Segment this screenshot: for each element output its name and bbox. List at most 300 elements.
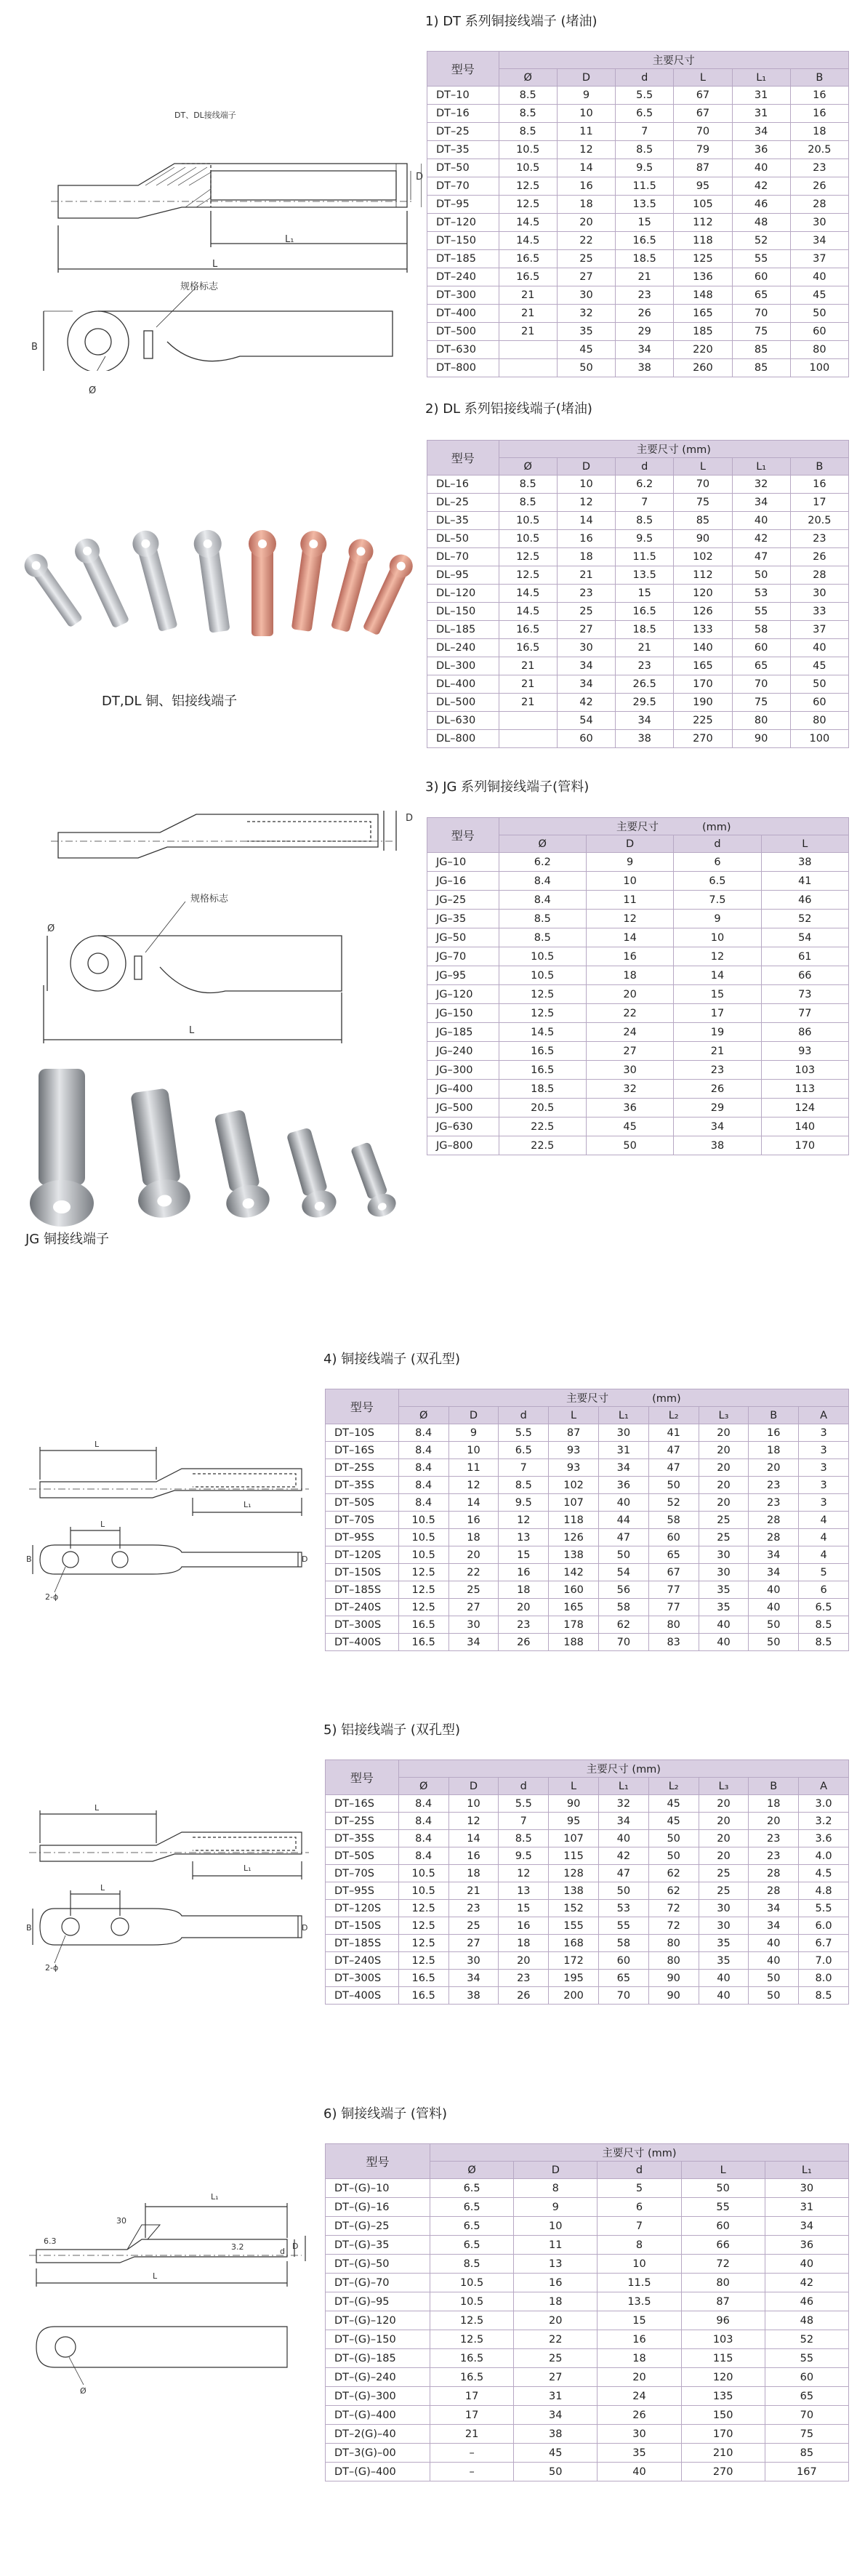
value-cell: 12.5 (499, 196, 557, 214)
value-cell: 10 (557, 476, 615, 494)
model-cell: DT–400 (427, 305, 499, 323)
value-cell: 42 (732, 177, 790, 196)
value-cell: 58 (648, 1512, 699, 1529)
table-row (326, 1512, 849, 1529)
value-cell: 26 (598, 2406, 681, 2425)
value-cell: 79 (674, 141, 732, 159)
model-cell: DT–500 (427, 323, 499, 341)
column-header: d (674, 835, 761, 853)
table-row (326, 1564, 849, 1581)
value-cell: 55 (765, 2349, 848, 2368)
value-cell: 10 (586, 872, 673, 891)
value-cell: 160 (549, 1581, 599, 1599)
column-header: D (448, 1407, 499, 1424)
jg-dim-l-label: L (189, 1025, 195, 1036)
value-cell: 10 (557, 105, 615, 123)
table-row (326, 2387, 849, 2406)
value-cell: 15 (616, 585, 674, 603)
value-cell: 50 (790, 305, 848, 323)
value-cell: 115 (681, 2349, 765, 2368)
value-cell: 12.5 (430, 2330, 514, 2349)
column-header: L (549, 1778, 599, 1795)
dt-copper-double-hole-table (325, 1389, 849, 1651)
value-cell: 16 (514, 2274, 598, 2292)
value-cell: 8.5 (430, 2255, 514, 2274)
column-header: Ø (430, 2162, 514, 2179)
value-cell: 40 (699, 1970, 749, 1987)
section-2-title: 2) DL 系列铝接线端子(堵油) (425, 401, 592, 417)
value-cell: 18 (499, 1581, 549, 1599)
column-header: B (790, 69, 848, 87)
value-cell: 8.4 (398, 1477, 448, 1494)
value-cell: 42 (557, 694, 615, 712)
value-cell: 124 (761, 1099, 848, 1118)
value-cell: 14 (674, 966, 761, 985)
value-cell: 23 (790, 159, 848, 177)
value-cell: 16 (586, 947, 673, 966)
model-cell: JG–70 (427, 947, 499, 966)
value-cell: 60 (732, 268, 790, 286)
column-header: A (799, 1778, 849, 1795)
table-row (326, 2406, 849, 2425)
value-cell: 54 (761, 928, 848, 947)
table-row (326, 1847, 849, 1865)
value-cell: 9 (514, 2198, 598, 2217)
value-cell: 17 (790, 494, 848, 512)
value-cell: 50 (514, 2463, 598, 2481)
value-cell: 55 (732, 603, 790, 621)
value-cell: 11 (557, 123, 615, 141)
value-cell: 27 (514, 2368, 598, 2387)
value-cell: 21 (430, 2425, 514, 2444)
column-header: Ø (398, 1407, 448, 1424)
column-header: L₁ (732, 69, 790, 87)
table-row (427, 323, 849, 341)
value-cell: 30 (448, 1616, 499, 1634)
value-cell: 40 (790, 639, 848, 657)
value-cell: 35 (699, 1599, 749, 1616)
value-cell: 50 (648, 1830, 699, 1847)
table-row (427, 476, 849, 494)
model-cell: DT–95S (326, 1882, 399, 1900)
value-cell: 115 (549, 1847, 599, 1865)
tube-dim-d-label: d (280, 2247, 285, 2256)
column-header: A (799, 1407, 849, 1424)
value-cell: 65 (648, 1546, 699, 1564)
main-dimensions-label: 主要尺寸 (566, 1393, 609, 1405)
table-row (427, 177, 849, 196)
value-cell: 47 (648, 1442, 699, 1459)
model-cell: DT–(G)–50 (326, 2255, 430, 2274)
value-cell: 34 (732, 494, 790, 512)
value-cell: 45 (790, 657, 848, 675)
table-row (326, 1952, 849, 1970)
table-row (427, 730, 849, 748)
value-cell: 42 (598, 1847, 648, 1865)
value-cell: 38 (448, 1987, 499, 2005)
table-row (326, 2463, 849, 2481)
model-cell: DT–120 (427, 214, 499, 232)
value-cell: 112 (674, 214, 732, 232)
value-cell: 12 (674, 947, 761, 966)
value-cell: 53 (598, 1900, 648, 1917)
model-cell: DT–630 (427, 341, 499, 359)
table-row (427, 947, 849, 966)
model-cell: DT–185 (427, 250, 499, 268)
column-header: Ø (398, 1778, 448, 1795)
model-cell: DT–(G)–185 (326, 2349, 430, 2368)
table-row (326, 2349, 849, 2368)
value-cell: – (430, 2444, 514, 2463)
model-cell: DT–240S (326, 1599, 399, 1616)
value-cell: 3.6 (799, 1830, 849, 1847)
value-cell: 16.5 (398, 1987, 448, 2005)
value-cell: 138 (549, 1546, 599, 1564)
value-cell: 30 (699, 1917, 749, 1935)
value-cell: 16.5 (616, 603, 674, 621)
value-cell: 28 (749, 1529, 799, 1546)
value-cell: 95 (549, 1813, 599, 1830)
value-cell: 21 (448, 1882, 499, 1900)
model-cell: JG–95 (427, 966, 499, 985)
value-cell: 34 (616, 712, 674, 730)
value-cell: 9.5 (616, 159, 674, 177)
value-cell: 8.5 (499, 476, 557, 494)
model-cell: DT–70 (427, 177, 499, 196)
value-cell: 85 (732, 341, 790, 359)
value-cell: 47 (598, 1865, 648, 1882)
value-cell: 16.5 (499, 1061, 586, 1080)
value-cell: 20 (598, 2368, 681, 2387)
value-cell: 54 (598, 1564, 648, 1581)
value-cell: 8.5 (499, 105, 557, 123)
value-cell: 58 (732, 621, 790, 639)
value-cell: 16.5 (398, 1970, 448, 1987)
value-cell: 20 (699, 1424, 749, 1442)
value-cell: 47 (648, 1459, 699, 1477)
value-cell: 28 (749, 1512, 799, 1529)
model-cell: JG–16 (427, 872, 499, 891)
value-cell: 60 (765, 2368, 848, 2387)
value-cell: 23 (749, 1830, 799, 1847)
value-cell: 66 (761, 966, 848, 985)
table-row (427, 694, 849, 712)
value-cell: 30 (790, 214, 848, 232)
value-cell: 7 (499, 1459, 549, 1477)
table-row (427, 268, 849, 286)
value-cell: 142 (549, 1564, 599, 1581)
value-cell: 23 (749, 1847, 799, 1865)
value-cell: 16 (448, 1512, 499, 1529)
value-cell: 8.4 (398, 1494, 448, 1512)
value-cell: 7.5 (674, 891, 761, 910)
value-cell: 36 (732, 141, 790, 159)
value-cell: 167 (765, 2463, 848, 2481)
table-row (326, 1442, 849, 1459)
table-row (427, 1118, 849, 1136)
dh-al-dim-l1-label: L₁ (244, 1863, 252, 1873)
value-cell: 61 (761, 947, 848, 966)
value-cell: 126 (674, 603, 732, 621)
column-header: D (586, 835, 673, 853)
table-row (326, 2311, 849, 2330)
value-cell: 16 (557, 530, 615, 548)
model-cell: DT–25 (427, 123, 499, 141)
dh-cu-two-phi-label: 2-ϕ (45, 1592, 59, 1602)
value-cell: 128 (549, 1865, 599, 1882)
table-row (326, 2444, 849, 2463)
value-cell: 16.5 (398, 1616, 448, 1634)
table-row (326, 2330, 849, 2349)
value-cell: 28 (749, 1882, 799, 1900)
model-cell: DT–25S (326, 1459, 399, 1477)
value-cell: 6.5 (430, 2179, 514, 2198)
value-cell: 24 (598, 2387, 681, 2406)
table-row (427, 141, 849, 159)
table-row (326, 2425, 849, 2444)
value-cell: 21 (674, 1042, 761, 1061)
value-cell: 20 (586, 985, 673, 1004)
value-cell: 21 (499, 694, 557, 712)
value-cell: 87 (674, 159, 732, 177)
value-cell: 14 (448, 1830, 499, 1847)
column-header: L₃ (699, 1778, 749, 1795)
value-cell: 16 (790, 87, 848, 105)
value-cell: 23 (448, 1900, 499, 1917)
value-cell: 4.8 (799, 1882, 849, 1900)
dim-b-label: B (31, 342, 38, 353)
value-cell: 26 (499, 1987, 549, 2005)
value-cell: 10.5 (499, 141, 557, 159)
jg-lugs-photo (22, 1062, 400, 1236)
value-cell: 60 (790, 694, 848, 712)
value-cell: 26 (674, 1080, 761, 1099)
value-cell: 14 (586, 928, 673, 947)
value-cell: 8.5 (799, 1616, 849, 1634)
value-cell: 8.5 (616, 141, 674, 159)
value-cell: 112 (674, 566, 732, 585)
table-row (326, 1529, 849, 1546)
model-cell: DT–400S (326, 1634, 399, 1651)
value-cell: 16.5 (430, 2368, 514, 2387)
column-header: L₁ (732, 458, 790, 476)
table-row (427, 159, 849, 177)
value-cell: 5.5 (616, 87, 674, 105)
value-cell: 165 (674, 657, 732, 675)
dh-cu-dim-l-label: L (94, 1440, 100, 1449)
value-cell: 3 (799, 1442, 849, 1459)
model-cell: DL–35 (427, 512, 499, 530)
value-cell: 15 (499, 1900, 549, 1917)
value-cell: 22 (586, 1004, 673, 1023)
value-cell: 120 (674, 585, 732, 603)
value-cell: 35 (699, 1581, 749, 1599)
value-cell: 152 (549, 1900, 599, 1917)
table-row (427, 232, 849, 250)
value-cell: 75 (732, 694, 790, 712)
value-cell: 8.4 (398, 1813, 448, 1830)
model-cell: DT–(G)–120 (326, 2311, 430, 2330)
value-cell: 16 (749, 1424, 799, 1442)
value-cell: 48 (765, 2311, 848, 2330)
value-cell: 7.0 (799, 1952, 849, 1970)
tube-dim-phi-label: Ø (80, 2386, 86, 2396)
value-cell: 25 (699, 1512, 749, 1529)
model-cell: DT–(G)–25 (326, 2217, 430, 2236)
value-cell: 77 (648, 1599, 699, 1616)
value-cell: 6.5 (430, 2236, 514, 2255)
table-row (427, 657, 849, 675)
model-cell: DL–500 (427, 694, 499, 712)
table-row (326, 1795, 849, 1813)
value-cell: 8.4 (398, 1424, 448, 1442)
dt-dl-lug-drawing (29, 95, 422, 371)
value-cell: 155 (549, 1917, 599, 1935)
model-cell: DL–25 (427, 494, 499, 512)
value-cell: 14 (448, 1494, 499, 1512)
value-cell: 28 (790, 566, 848, 585)
value-cell: 8.0 (799, 1970, 849, 1987)
model-cell: DT–300S (326, 1616, 399, 1634)
value-cell: 30 (586, 1061, 673, 1080)
spec-mark-label: 规格标志 (180, 281, 219, 292)
value-cell: 12 (448, 1813, 499, 1830)
value-cell: 32 (586, 1080, 673, 1099)
model-cell: JG–50 (427, 928, 499, 947)
column-header: L₁ (598, 1778, 648, 1795)
value-cell: 53 (732, 585, 790, 603)
value-cell: 6.5 (430, 2217, 514, 2236)
model-cell: DT–16 (427, 105, 499, 123)
value-cell: 14.5 (499, 1023, 586, 1042)
dim-d-label: D (416, 172, 424, 182)
value-cell: 18 (499, 1935, 549, 1952)
value-cell: 16 (557, 177, 615, 196)
table-row (326, 2198, 849, 2217)
value-cell: 45 (586, 1118, 673, 1136)
column-header: L (549, 1407, 599, 1424)
value-cell: 7 (616, 494, 674, 512)
value-cell: 40 (699, 1616, 749, 1634)
value-cell: 28 (749, 1865, 799, 1882)
value-cell: 36 (586, 1099, 673, 1118)
value-cell: 13.5 (616, 566, 674, 585)
model-cell: DT–95S (326, 1529, 399, 1546)
value-cell: 8.4 (398, 1442, 448, 1459)
tube-dim-d-big-label: D (292, 2242, 299, 2251)
value-cell: 3 (799, 1494, 849, 1512)
value-cell: 65 (598, 1970, 648, 1987)
table-row (427, 621, 849, 639)
column-header: B (749, 1407, 799, 1424)
model-header: 型号 (326, 2144, 430, 2179)
value-cell: 8.5 (499, 1830, 549, 1847)
value-cell: 270 (674, 730, 732, 748)
model-header: 型号 (427, 52, 499, 87)
table-row (427, 123, 849, 141)
value-cell: 10.5 (499, 530, 557, 548)
value-cell: 18 (557, 548, 615, 566)
value-cell: 67 (674, 87, 732, 105)
value-cell: 62 (648, 1882, 699, 1900)
column-header: d (499, 1778, 549, 1795)
value-cell: 62 (598, 1616, 648, 1634)
value-cell: 140 (761, 1118, 848, 1136)
value-cell: 55 (732, 250, 790, 268)
value-cell: 10 (674, 928, 761, 947)
model-header: 型号 (326, 1760, 399, 1795)
jg-lug-drawing (29, 789, 425, 1051)
value-cell: 165 (674, 305, 732, 323)
value-cell: 18 (598, 2349, 681, 2368)
table-row (326, 1917, 849, 1935)
model-cell: DT–10 (427, 87, 499, 105)
value-cell: 18 (514, 2292, 598, 2311)
value-cell: 120 (681, 2368, 765, 2387)
value-cell: 34 (598, 1459, 648, 1477)
column-header: L₁ (598, 1407, 648, 1424)
value-cell: 4.0 (799, 1847, 849, 1865)
value-cell: 105 (674, 196, 732, 214)
value-cell: 12.5 (499, 985, 586, 1004)
value-cell: 42 (765, 2274, 848, 2292)
value-cell: 118 (674, 232, 732, 250)
value-cell: 10.5 (398, 1512, 448, 1529)
table-row (326, 2179, 849, 2198)
model-cell: DT–16S (326, 1795, 399, 1813)
table-row (427, 494, 849, 512)
value-cell: 23 (616, 286, 674, 305)
value-cell: 31 (732, 87, 790, 105)
value-cell: 34 (448, 1970, 499, 1987)
value-cell: 31 (732, 105, 790, 123)
main-dimensions-label: 主要尺寸 (616, 822, 659, 833)
jg-dim-d-label: D (406, 813, 414, 824)
model-cell: DT–70S (326, 1865, 399, 1882)
table-row (427, 359, 849, 377)
value-cell (499, 341, 557, 359)
unit-label: (mm) (702, 822, 731, 833)
value-cell: 178 (549, 1616, 599, 1634)
value-cell: 6.5 (430, 2198, 514, 2217)
value-cell: 102 (674, 548, 732, 566)
value-cell: 11 (448, 1459, 499, 1477)
model-cell: JG–500 (427, 1099, 499, 1118)
value-cell: 50 (749, 1970, 799, 1987)
value-cell: 41 (761, 872, 848, 891)
model-cell: DT–10S (326, 1424, 399, 1442)
value-cell: 270 (681, 2463, 765, 2481)
value-cell: 22 (557, 232, 615, 250)
value-cell: 30 (765, 2179, 848, 2198)
value-cell: 16 (448, 1847, 499, 1865)
value-cell: 93 (549, 1459, 599, 1477)
value-cell: 70 (765, 2406, 848, 2425)
table-row (427, 603, 849, 621)
table-row (427, 1099, 849, 1118)
value-cell: 185 (674, 323, 732, 341)
value-cell: 190 (674, 694, 732, 712)
model-cell: JG–35 (427, 910, 499, 928)
value-cell: 136 (674, 268, 732, 286)
value-cell: 67 (648, 1564, 699, 1581)
value-cell: 20 (499, 1599, 549, 1616)
value-cell: 34 (598, 1813, 648, 1830)
value-cell: 52 (761, 910, 848, 928)
value-cell: 18.5 (616, 250, 674, 268)
model-cell: DL–16 (427, 476, 499, 494)
value-cell: 12.5 (499, 566, 557, 585)
